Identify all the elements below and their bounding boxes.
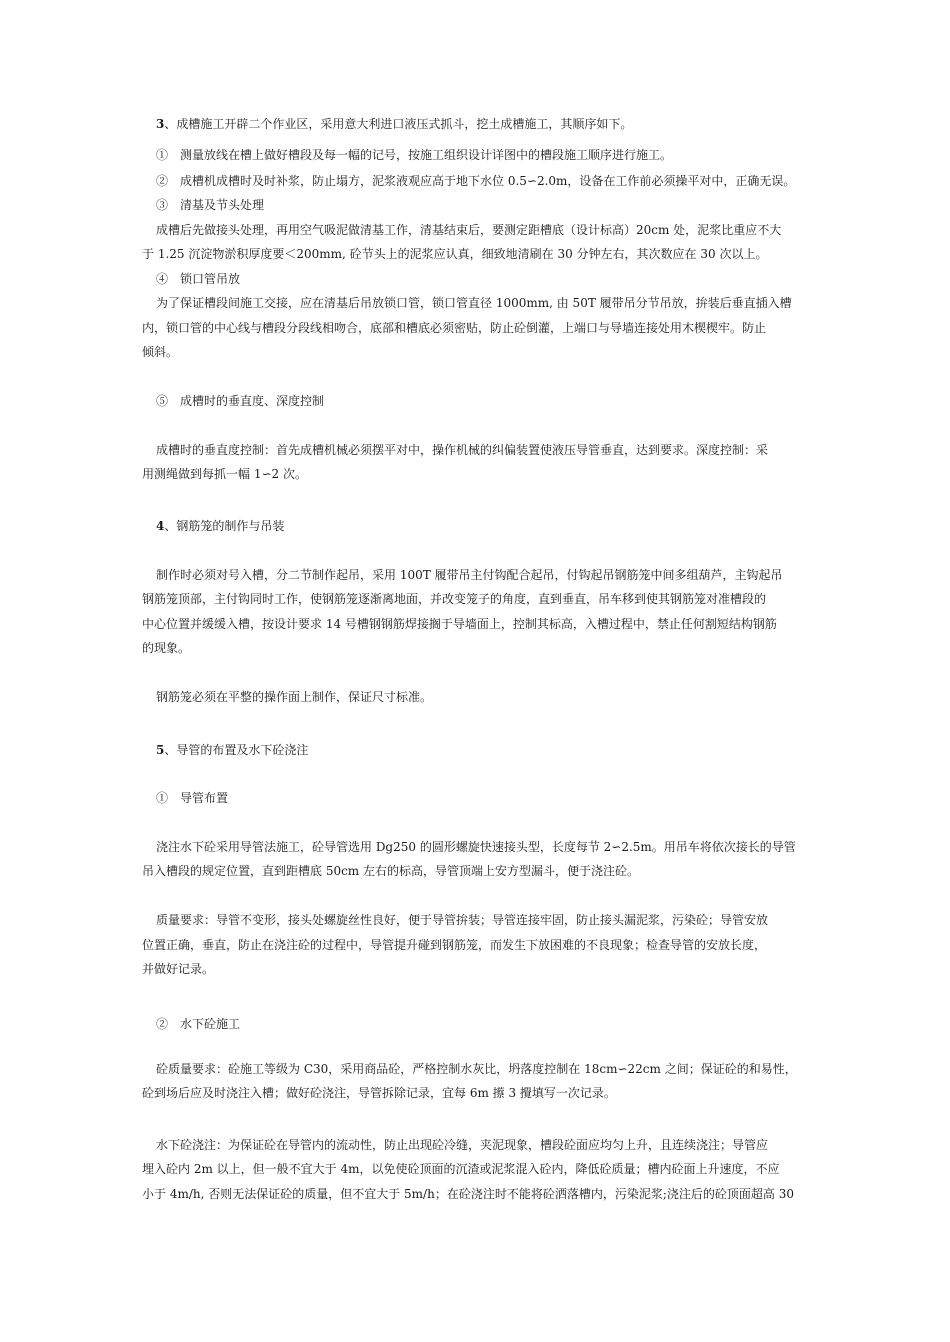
step-3-heading: ③ 清基及节头处理: [156, 198, 265, 212]
paragraph-line: 用测绳做到每抓一幅 1∽2 次。: [142, 467, 307, 481]
paragraph-line: 小于 4m/h, 否则无法保证砼的质量，但不宜大于 5m/h；在砼浇注时不能将砼洒落槽内，污染泥浆;浇注后的砼顶面超高 30: [142, 1187, 794, 1201]
section-3-heading: 3、成槽施工开辟二个作业区，采用意大利进口液压式抓斗，挖土成槽施工，其顺序如下。: [156, 117, 633, 131]
paragraph-line: 成槽后先做接头处理，再用空气吸泥做清基工作，清基结束后，要测定距槽底（设计标高）20cm 处，泥浆比重应不大: [156, 223, 782, 237]
paragraph-line: 砼到场后应及时浇注入槽；做好砼浇注，导管拆除记录，宜每 6m 攃 3 攪填写一次记录。: [142, 1086, 616, 1100]
paragraph-line: 位置正确，垂直，防止在浇注砼的过程中，导管提升碰到钢筋笼，而发生下放困难的不良现象；检查导管的安放长度，: [142, 938, 767, 952]
paragraph-line: 并做好记录。: [142, 962, 215, 976]
paragraph-line: 成槽时的垂直度控制：首先成槽机械必须摆平对中，操作机械的纠偏装置使液压导管垂直，达到要求。深度控制：采: [156, 443, 769, 457]
paragraph-line: 钢筋笼必须在平整的操作面上制作，保证尺寸标准。: [156, 690, 433, 704]
step-2-line: ② 成槽机成槽时及时补浆，防止塌方，泥浆液观应高于地下水位 0.5∽2.0m，设备在工作前必须操平对中，正确无误。: [156, 174, 796, 188]
paragraph-line: 吊入槽段的规定位置，直到距槽底 50cm 左右的标高，导管顶端上安方型漏斗，便于浇注砼。: [142, 864, 640, 878]
section-4-heading: 4、钢筋笼的制作与吊装: [156, 519, 285, 533]
paragraph-line: 水下砼浇注：为保证砼在导管内的流动性，防止出现砼冷缝，夹泥现象，槽段砼面应均匀上升，且连续浇注；导管应: [156, 1138, 769, 1152]
paragraph-line: 中心位置并缓缓入槽，按设计要求 14 号槽钢钢筋焊接搁于导墙面上，控制其标高，入槽过程中，禁止任何割短结构钢筋: [142, 617, 777, 631]
section-5-heading: 5、导管的布置及水下砼浇注: [156, 743, 309, 757]
paragraph-line: 钢筋笼顶部，主付钩同时工作，使钢筋笼逐渐离地面，并改变笼子的角度，直到垂直，吊车移到使其钢筋笼对准槽段的: [142, 592, 767, 606]
paragraph-line: 埋入砼内 2m 以上，但一般不宜大于 4m，以免使砼顶面的沉渣或泥浆混入砼内，降低砼质量；槽内砼面上升速度，不应: [142, 1162, 780, 1176]
step-4-heading: ④ 锁口管吊放: [156, 272, 241, 286]
paragraph-line: 于 1.25 沉淀物淤积厚度要＜200mm, 砼节头上的泥浆应认真，细致地清刷在 30 分钟左右，其次数应在 30 次以上。: [142, 247, 768, 261]
paragraph-line: 内，锁口管的中心线与槽段分段线相吻合，底部和槽底必须密贴，防止砼倒灌，上端口与导墙连接处用木楔楔牢。防止: [142, 321, 767, 335]
paragraph-line: 倾斜。: [142, 345, 179, 359]
paragraph-line: 质量要求：导管不变形，接头处螺旋丝性良好，便于导管拚装；导管连接牢固，防止接头漏泥浆，污染砼；导管安放: [156, 913, 769, 927]
step-1-line: ① 测量放线在槽上做好槽段及每一幅的记号，按施工组织设计详图中的槽段施工顺序进行施工。: [156, 148, 673, 162]
sub-1-heading: ① 导管布置: [156, 791, 229, 805]
paragraph-line: 的现象。: [142, 641, 191, 655]
paragraph-line: 制作时必须对号入槽，分二节制作起吊，采用 100T 履带吊主付钩配合起吊，付钩起吊钢筋笼中间多组葫芦，主钩起吊: [156, 568, 783, 582]
sub-2-heading: ② 水下砼施工: [156, 1017, 241, 1031]
paragraph-line: 砼质量要求：砼施工等级为 C30，采用商品砼，严格控制水灰比，坍落度控制在 18cm∽22cm 之间；保证砼的和易性，: [156, 1062, 797, 1076]
paragraph-line: 为了保证槽段间施工交接，应在清基后吊放锁口管，锁口管直径 1000mm, 由 50T 履带吊分节吊放，拚装后垂直插入槽: [156, 296, 792, 310]
paragraph-line: 浇注水下砼采用导管法施工，砼导管选用 Dg250 的圆形螺旋快速接头型，长度每节 2∽2.5m。用吊车将依次接长的导管: [156, 840, 796, 854]
step-5-heading: ⑤ 成槽时的垂直度、深度控制: [156, 394, 325, 408]
